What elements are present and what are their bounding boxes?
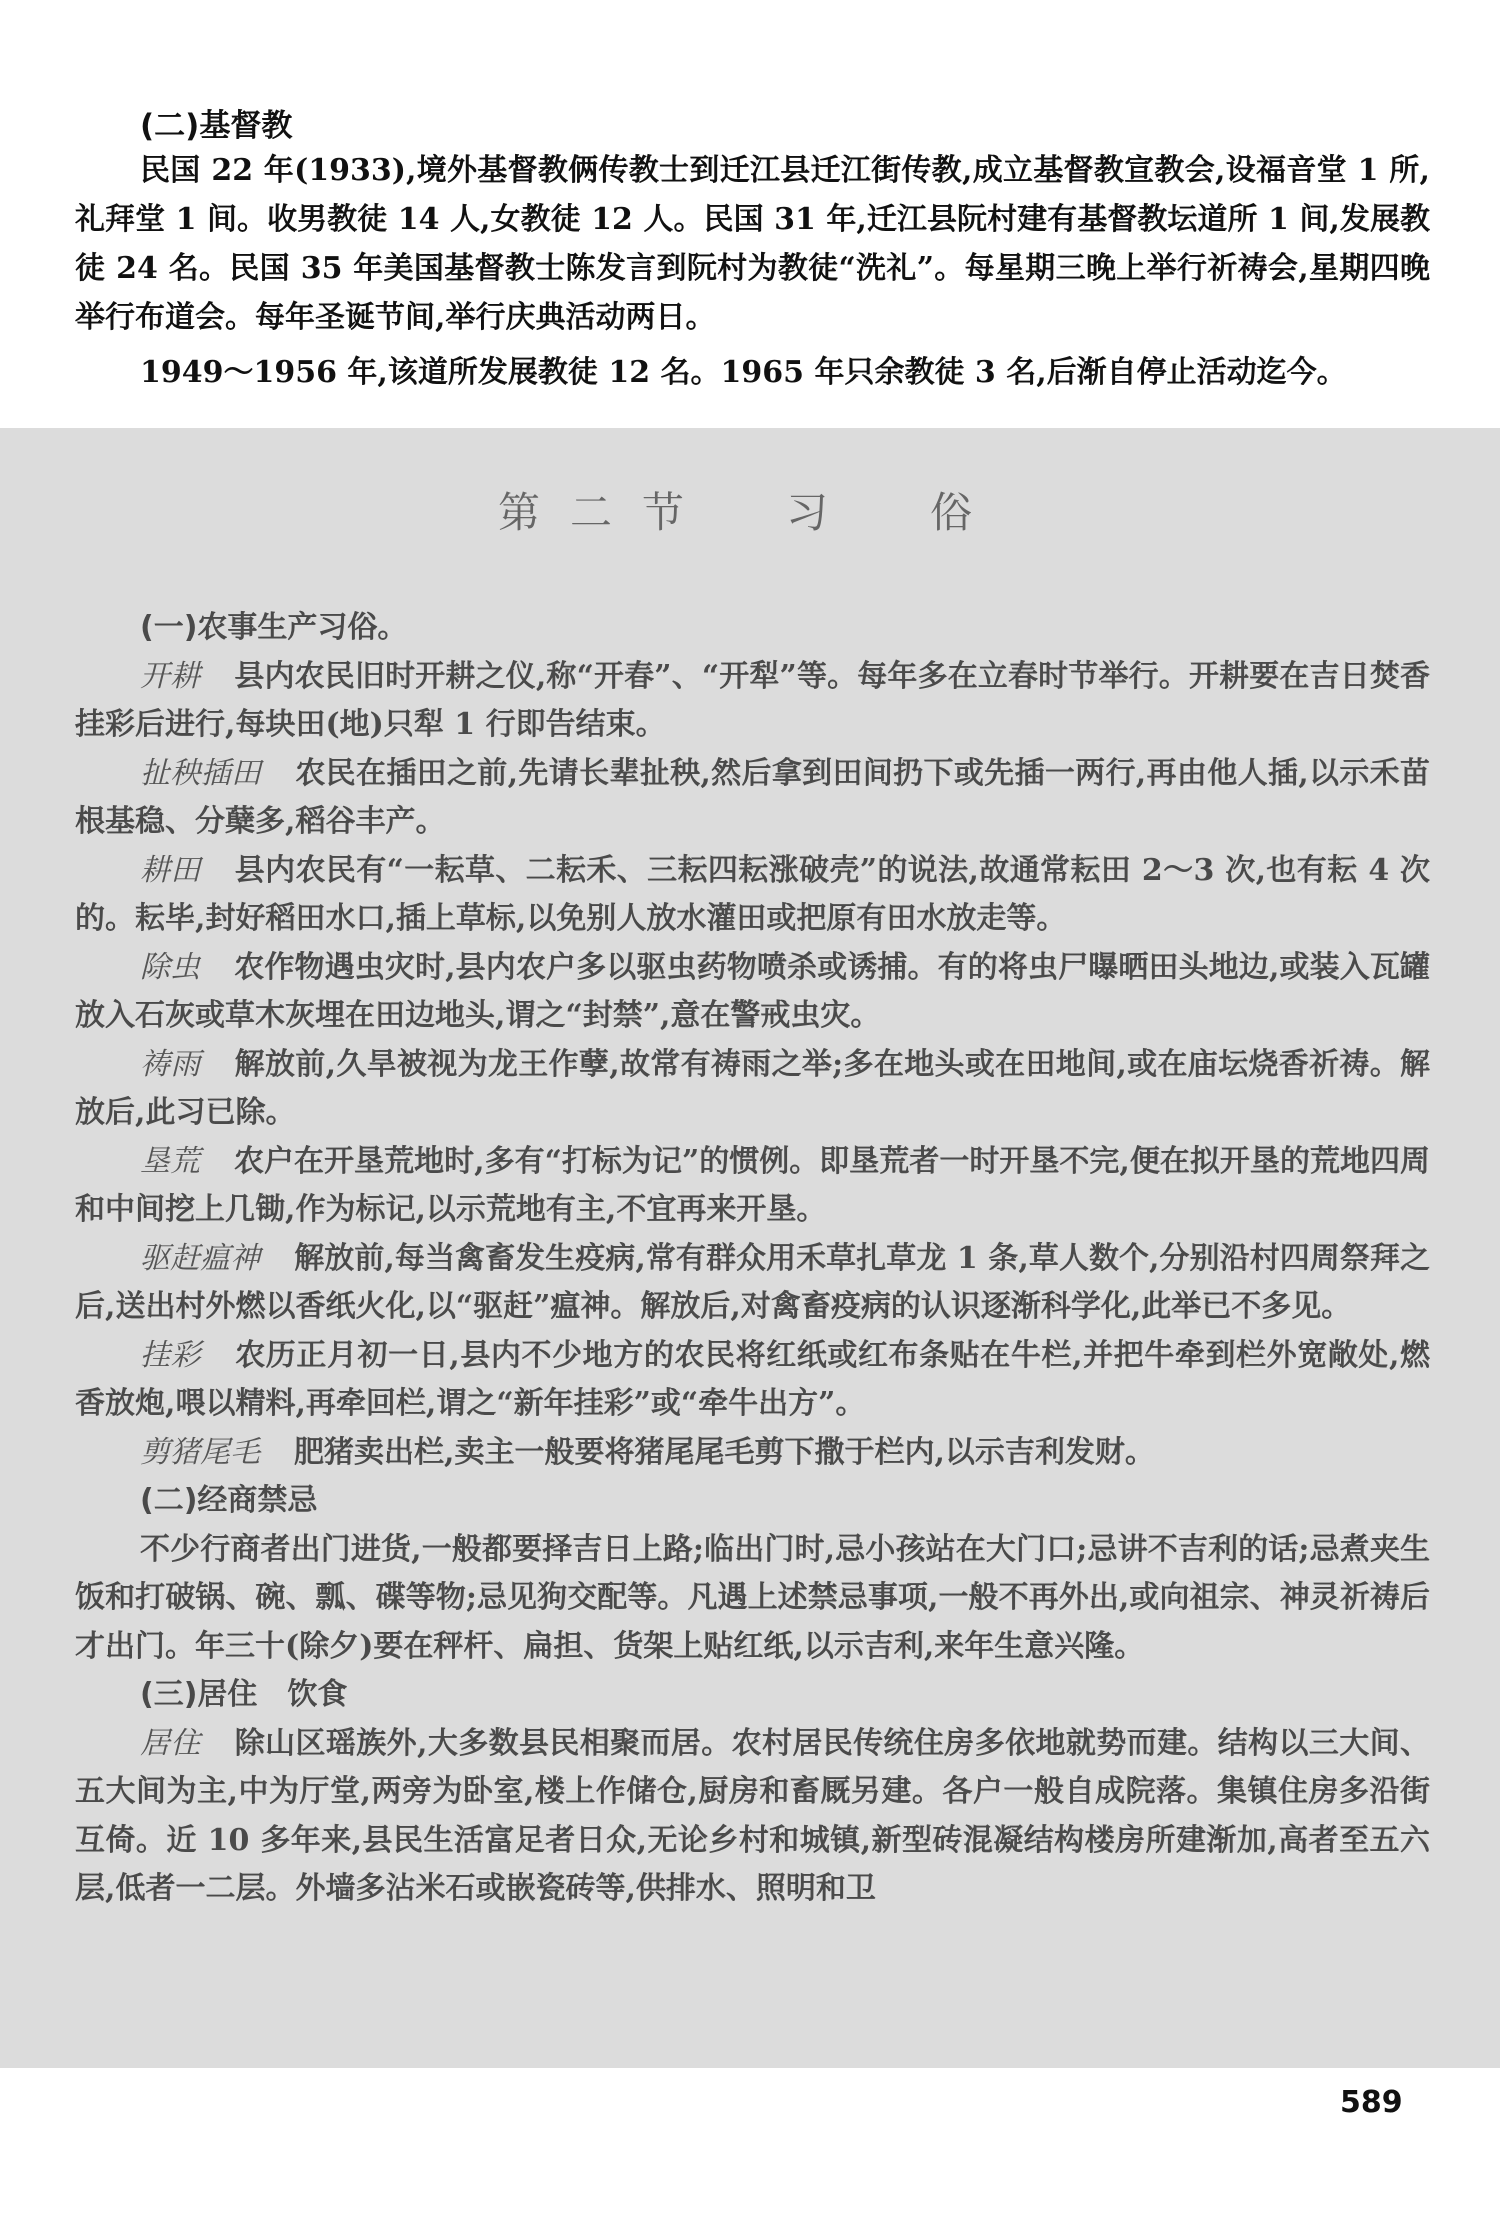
entry-term: 驱赶瘟神 xyxy=(140,1240,261,1276)
custom-entry xyxy=(75,1332,1430,1429)
page-number: 589 xyxy=(1340,2085,1403,2120)
custom-entry xyxy=(75,1041,1430,1138)
custom-entry xyxy=(75,944,1430,1041)
entry-term: 垦荒 xyxy=(140,1143,201,1179)
subheading-farming: (一)农事生产习俗。 xyxy=(140,610,408,645)
entry-text: 农民在插田之前,先请长辈扯秧,然后拿到田间扔下或先插一两行,再由他人插,以示禾苗根基稳、分蘖多,稻谷丰产。 xyxy=(75,755,1431,839)
christianity-body xyxy=(75,146,1430,397)
custom-entry xyxy=(75,1235,1430,1332)
custom-entry xyxy=(75,1720,1430,1914)
entry-term: 扯秧插田 xyxy=(140,755,262,791)
entry-term: 开耕 xyxy=(140,658,201,694)
custom-entry xyxy=(75,750,1430,847)
paragraph: 1949～1956 年,该道所发展教徒 12 名。1965 年只余教徒 3 名,后渐自停止活动迄今。 xyxy=(140,355,1347,390)
entry-term: 祷雨 xyxy=(140,1046,201,1082)
custom-entry xyxy=(75,847,1430,944)
custom-entry xyxy=(75,653,1430,750)
entry-text: 农历正月初一日,县内不少地方的农民将红纸或红布条贴在牛栏,并把牛牵到栏外宽敞处,燃香放炮,喂以精料,再牵回栏,谓之“新年挂彩”或“牵牛出方”。 xyxy=(75,1337,1431,1421)
customs-body xyxy=(75,604,1430,1914)
section-title: 第二节 习 俗 xyxy=(497,488,1002,537)
custom-entry xyxy=(75,1138,1430,1235)
entry-text: 解放前,久旱被视为龙王作孽,故常有祷雨之举;多在地头或在田地间,或在庙坛烧香祈祷。解放后,此习已除。 xyxy=(75,1046,1431,1130)
subheading-business-taboos: (二)经商禁忌 xyxy=(140,1483,318,1518)
subheading-living-food: (三)居住 饮食 xyxy=(140,1677,348,1712)
paragraph: 民国 22 年(1933),境外基督教俩传教士到迁江县迁江街传教,成立基督教宣教会,设福音堂 1 所,礼拜堂 1 间。收男教徒 14 人,女教徒 12 人。民国 31 年,迁江县阮村建有基督教坛道所 1 间,发展教徒 24 名。民国 35 年美国基督教士陈发言到阮村为教徒“洗礼”。每星期三晚上举行祈祷会,星期四晚举行布道会。每年圣诞节间,举行庆典活动两日。 xyxy=(75,153,1430,335)
entry-text: 肥猪卖出栏,卖主一般要将猪尾尾毛剪下撒于栏内,以示吉利发财。 xyxy=(294,1434,1155,1470)
entry-term: 挂彩 xyxy=(140,1337,202,1373)
custom-entry xyxy=(75,1429,1430,1478)
entry-text: 农作物遇虫灾时,县内农户多以驱虫药物喷杀或诱捕。有的将虫尸曝晒田头地边,或装入瓦罐放入石灰或草木灰埋在田边地头,谓之“封禁”,意在警戒虫灾。 xyxy=(75,949,1431,1033)
christianity-heading: (二)基督教 xyxy=(140,108,293,144)
entry-text: 县内农民有“一耘草、二耘禾、三耘四耘涨破壳”的说法,故通常耘田 2～3 次,也有耘 4 次的。耘毕,封好稻田水口,插上草标,以免别人放水灌田或把原有田水放走等。 xyxy=(75,852,1431,936)
entry-text: 除山区瑶族外,大多数县民相聚而居。农村居民传统住房多依地就势而建。结构以三大间、五大间为主,中为厅堂,两旁为卧室,楼上作储仓,厨房和畜厩另建。各户一般自成院落。集镇住房多沿街互倚。近 10 多年来,县民生活富足者日众,无论乡村和城镇,新型砖混凝结构楼房所建渐加,高者至五六层,低者一二层。外墙多沾米石或嵌瓷砖等,供排水、照明和卫 xyxy=(75,1725,1430,1906)
entry-text: 县内农民旧时开耕之仪,称“开春”、“开犁”等。每年多在立春时节举行。开耕要在吉日焚香挂彩后进行,每块田(地)只犁 1 行即告结束。 xyxy=(75,658,1431,742)
entry-term: 除虫 xyxy=(140,949,201,985)
entry-text: 解放前,每当禽畜发生疫病,常有群众用禾草扎草龙 1 条,草人数个,分别沿村四周祭拜之后,送出村外燃以香纸火化,以“驱赶”瘟神。解放后,对禽畜疫病的认识逐渐科学化,此举已不多见。 xyxy=(75,1240,1431,1324)
entry-term: 居住 xyxy=(140,1725,201,1761)
entry-text: 农户在开垦荒地时,多有“打标为记”的惯例。即垦荒者一时开垦不完,便在拟开垦的荒地四周和中间挖上几锄,作为标记,以示荒地有主,不宜再来开垦。 xyxy=(75,1143,1430,1227)
entry-term: 耕田 xyxy=(140,852,201,888)
entry-term: 剪猪尾毛 xyxy=(140,1434,260,1470)
business-taboos-text: 不少行商者出门进货,一般都要择吉日上路;临出门时,忌小孩站在大门口;忌讲不吉利的话;忌煮夹生饭和打破锅、碗、瓢、碟等物;忌见狗交配等。凡遇上述禁忌事项,一般不再外出,或向祖宗、神灵祈祷后才出门。年三十(除夕)要在秤杆、扁担、货架上贴红纸,以示吉利,来年生意兴隆。 xyxy=(75,1531,1430,1664)
